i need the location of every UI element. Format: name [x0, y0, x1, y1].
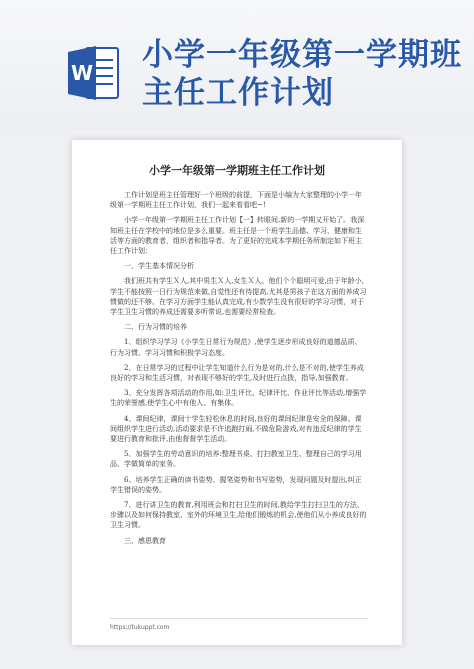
- paragraph: 3、充分发挥各项活动的作用,如:卫生评比、纪律评比、作业评比等活动,增强学生的荣誉感,使学生心中有他人、有集体。: [110, 389, 367, 408]
- section-heading: 二、行为习惯的培养: [124, 323, 187, 332]
- paragraph: 5、加强学生的劳动意识的培养:整理书桌、打扫教室卫生、整理自己的学习用品、学做简单的家务。: [110, 450, 362, 469]
- section-heading: 三、感恩教育: [124, 536, 166, 545]
- paragraph: 工作计划是班主任管理好一个班级的前提，下面是小编为大家整理的小学一年级第一学期班主任工作计划，我们一起来看看吧~!: [110, 191, 362, 210]
- document-page: [72, 140, 402, 645]
- word-document-icon: [66, 44, 120, 102]
- document-title: 小学一年级第一学期班主任工作计划: [149, 164, 325, 177]
- paragraph: 6、培养学生正确的读书姿势、握笔姿势和书写姿势，发现问题及时提出,纠正学生错误的姿势。: [110, 475, 362, 494]
- section-heading: 一、学生基本情况分析: [124, 262, 194, 271]
- paragraph: 2、在日常学习的过程中让学生知道什么行为是对的,什么是不对的,使学生养成良好的学习和生活习惯，对表现不够好的学生,及时进行点拨，指导,加强教育。: [110, 363, 364, 383]
- paragraph: 小学一年级第一学期班主任工作计划【一】转眼间,新的一学期又开始了。我深知班主任在学校中的地位是多么重要。班主任是一个班学生品德、学习、健康和生活等方面的教育者，组织者和指导者。为了更好的完成本学期任务所制定如下班主任工作计划：: [110, 216, 365, 256]
- paragraph: 1、组织学习学习《小学生日常行为规范》,使学生逐步形成良好的道德品质、行为习惯、学习习惯和积极学习态度。: [110, 338, 362, 357]
- paragraph: 我们班共有学生Ｘ人,其中男生Ｘ人,女生Ｘ人。他们个个聪明可爱,由于年龄小,学生不能按照一日行为规范来做,自觉性还有待提高,尤其是男孩子在这方面的养成习惯做的还不够。在学习方面学生能认真完成,有少数学生没有很好的学习习惯，对于学生卫生习惯的养成还需要多听常说,也需要经常检查。: [110, 277, 367, 317]
- paragraph: 7、进行讲卫生的教育,利用班会和打扫卫生的时间,教给学生打扫卫生的方法、步骤以及如何保持教室、室外的环境卫生,给他们锻炼的机会,使他们从小养成良好的卫生习惯。: [110, 501, 367, 530]
- svg-text:W: W: [70, 61, 94, 85]
- footer-divider: [110, 618, 368, 619]
- paragraph: 4、课间纪律，课间十学生轻松休息的时间,良好的课间纪律是安全的保障。课间组织学生进行活动,活动要求是不许追跑打闹,不做危险游戏,对有违反纪律的学生要进行教育和批评,由他督督学生活动。: [110, 414, 362, 444]
- document-body: [110, 190, 368, 551]
- footer-url: https://tukuppt.com: [110, 624, 170, 631]
- hero-title: 小学一年级第一学期班主任工作计划: [142, 37, 462, 111]
